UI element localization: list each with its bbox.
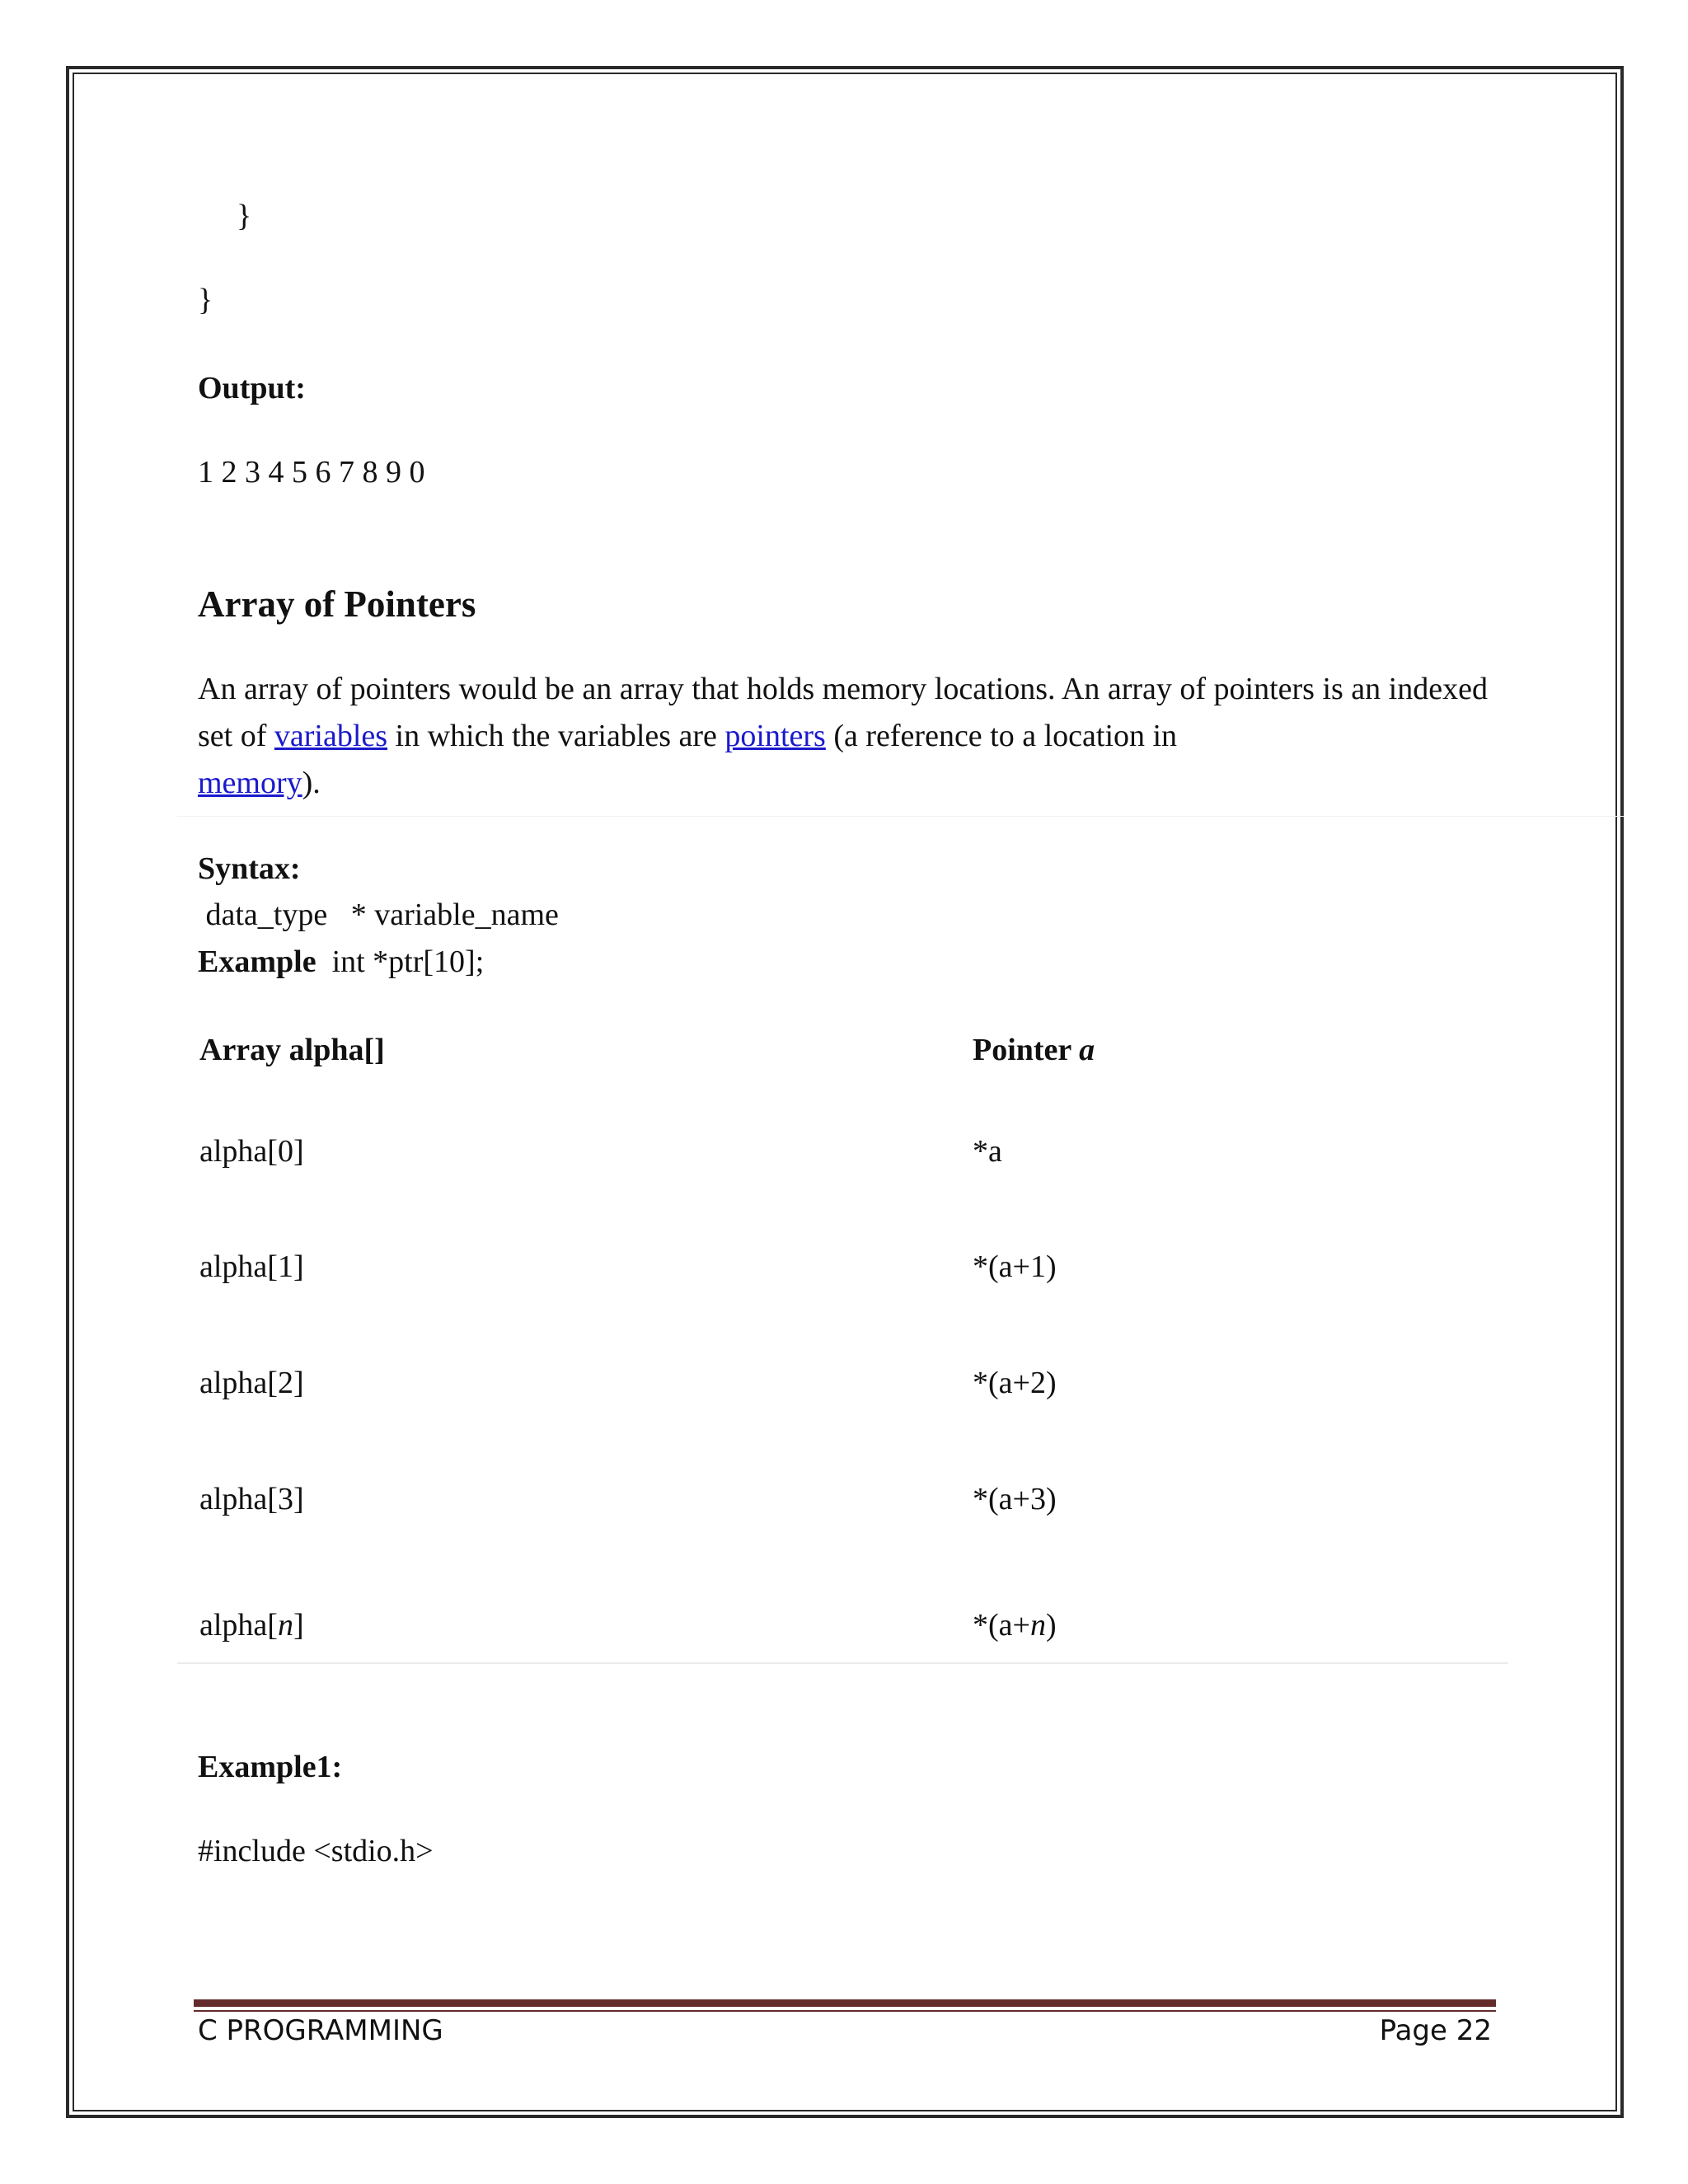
- table-bottom-divider: [177, 1662, 1508, 1664]
- paragraph-text-3: (a reference to a location in: [825, 719, 1178, 753]
- paragraph-text-1: An array of pointers would be an array that holds memory locations. An array of pointers is an indexed set of: [198, 672, 1488, 753]
- table-row-2-pointer: *(a+2): [973, 1366, 1057, 1400]
- section-separator: [177, 816, 1624, 817]
- row-n-pointer-var: n: [1029, 1608, 1046, 1643]
- syntax-label: Syntax:: [198, 851, 301, 886]
- table-row-1-pointer: *(a+1): [973, 1249, 1057, 1284]
- table-row-3-pointer: *(a+3): [973, 1482, 1057, 1516]
- table-header-pointer-var: a: [1079, 1033, 1095, 1067]
- example-line: [198, 944, 484, 982]
- section-heading: Array of Pointers: [198, 583, 476, 625]
- table-header-pointer-label: Pointer: [973, 1033, 1080, 1067]
- footer-rule-thin: [194, 2010, 1496, 2012]
- code-closing-brace-outer: }: [198, 283, 213, 317]
- table-header-pointer: [973, 1032, 1095, 1070]
- code-closing-brace-inner: }: [237, 199, 252, 233]
- table-row-0-pointer: *a: [973, 1134, 1002, 1169]
- link-pointers[interactable]: pointers: [724, 719, 826, 753]
- footer-rule-thick: [194, 1999, 1496, 2007]
- syntax-line: data_type * variable_name: [198, 898, 559, 932]
- table-row-1-array: alpha[1]: [199, 1249, 304, 1284]
- link-variables[interactable]: variables: [274, 719, 388, 753]
- example-code: int *ptr[10];: [316, 944, 485, 979]
- table-row-n-pointer: [973, 1607, 1057, 1645]
- footer-title: C PROGRAMMING: [198, 2014, 443, 2047]
- table-header-array: Array alpha[]: [199, 1033, 385, 1067]
- table-row-n-array: [199, 1607, 304, 1645]
- output-label: Output:: [198, 371, 306, 405]
- example1-label: Example1:: [198, 1750, 343, 1784]
- example-label: Example: [198, 944, 316, 979]
- table-row-2-array: alpha[2]: [199, 1366, 304, 1400]
- paragraph-text-4: ).: [302, 766, 321, 800]
- row-n-array-suffix: ]: [293, 1608, 304, 1643]
- row-n-array-var: n: [277, 1608, 293, 1643]
- link-memory[interactable]: memory: [198, 766, 302, 800]
- table-row-3-array: alpha[3]: [199, 1482, 304, 1516]
- code-include-line: #include <stdio.h>: [198, 1834, 434, 1868]
- row-n-array-prefix: alpha[: [199, 1608, 278, 1643]
- paragraph-text-2: in which the variables are: [387, 719, 725, 753]
- footer-page-number: Page 22: [1379, 2014, 1492, 2047]
- output-value: 1 2 3 4 5 6 7 8 9 0: [198, 455, 425, 490]
- row-n-pointer-suffix: ): [1045, 1608, 1057, 1643]
- table-row-0-array: alpha[0]: [199, 1134, 304, 1169]
- section-paragraph: [198, 666, 1500, 807]
- row-n-pointer-prefix: *(a+: [973, 1608, 1030, 1643]
